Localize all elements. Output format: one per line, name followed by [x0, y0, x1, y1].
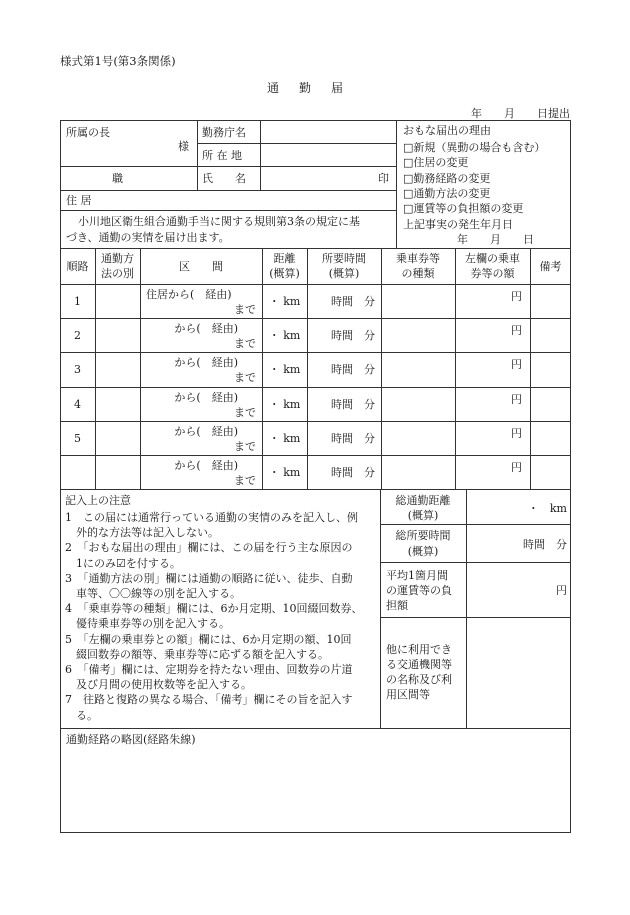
avg-fare-label-1: 平均1箇月間 — [386, 569, 448, 582]
row-section-to: まで — [234, 371, 256, 384]
office-address-label: 所 在 地 — [202, 149, 242, 162]
row-time[interactable]: 時間 分 — [331, 329, 375, 342]
total-time-label-2: (概算) — [407, 545, 439, 558]
office-address-field[interactable] — [261, 144, 395, 165]
note-line: 5 「左欄の乗車券との額」欄には、6か月定期の額、10回 — [65, 632, 352, 646]
other-transport-label-4: 用区間等 — [386, 688, 430, 701]
note-line: 1にのみ☑を付する。 — [65, 556, 181, 570]
col-time-line2: (概算) — [328, 267, 360, 280]
office-name-field[interactable] — [261, 121, 395, 142]
row-distance[interactable]: ・ km — [268, 363, 301, 376]
note-line: 4 「乗車券等の種類」欄には、6か月定期、10回綴回数券、 — [65, 602, 363, 616]
row-section-to: まで — [234, 406, 256, 419]
row-section-from[interactable]: 住居から( 経由) — [146, 288, 232, 301]
note-line: 7 往路と復路の異なる場合、「備考」欄にその旨を記入す — [65, 693, 353, 707]
residence-field[interactable] — [100, 191, 395, 209]
office-name-label: 勤務庁名 — [202, 126, 246, 139]
other-transport-label-2: る交通機関等 — [386, 658, 452, 671]
col-remarks: 備考 — [539, 260, 562, 273]
reason-new-checkbox[interactable]: □新規（異動の場合も含む） — [403, 141, 546, 154]
notes-heading: 記入上の注意 — [65, 494, 131, 507]
col-method-line2: 法の別 — [101, 267, 134, 280]
row-yen[interactable]: 円 — [511, 324, 522, 337]
row-yen[interactable]: 円 — [511, 290, 522, 303]
row-section-to: まで — [234, 440, 256, 453]
total-distance-label-2: (概算) — [407, 509, 439, 522]
row-distance[interactable]: ・ km — [268, 466, 301, 479]
row-number: 2 — [74, 329, 81, 342]
row-section-to: まで — [234, 474, 256, 487]
note-line: 優待乗車券等の別を記入する。 — [65, 617, 230, 631]
col-time-line1: 所要時間 — [322, 252, 366, 265]
row-number: 5 — [74, 432, 81, 445]
row-number: 1 — [74, 295, 81, 308]
other-transport-label-3: の名称及び利 — [386, 673, 452, 686]
sama-label: 様 — [178, 140, 189, 153]
declaration-line-2: づき、通勤の実情を届け出ます。 — [66, 231, 230, 244]
row-distance[interactable]: ・ km — [268, 329, 301, 342]
declaration-line-1: 小川地区衛生組合通勤手当に関する規則第3条の規定に基 — [78, 215, 360, 228]
total-distance-value[interactable]: ・ km — [527, 502, 567, 515]
note-line: 及び月間の使用枚数等を記入する。 — [65, 678, 252, 692]
row-distance[interactable]: ・ km — [268, 295, 301, 308]
note-line: 6 「備考」欄には、定期券を持たない理由、回数券の片道 — [65, 663, 353, 677]
col-method-line1: 通勤方 — [101, 252, 134, 265]
row-distance[interactable]: ・ km — [268, 432, 301, 445]
row-time[interactable]: 時間 分 — [331, 432, 375, 445]
position-label: 職 — [112, 172, 123, 185]
residence-label: 住 居 — [66, 194, 92, 207]
form-number-label: 様式第1号(第3条関係) — [60, 54, 176, 68]
row-yen[interactable]: 円 — [511, 358, 522, 371]
avg-fare-label-2: の運賃等の負 — [386, 584, 452, 597]
row-section-from[interactable]: から( 経由) — [174, 356, 238, 369]
row-section-to: まで — [234, 337, 256, 350]
col-amount-line2: 券等の額 — [470, 267, 515, 280]
affiliation-head-label: 所属の長 — [66, 126, 110, 139]
reason-route-checkbox[interactable]: □勤務経路の変更 — [403, 172, 491, 185]
total-time-label-1: 総所要時間 — [395, 529, 451, 542]
page-title: 通勤届 — [266, 81, 363, 95]
col-ticket-line2: の種類 — [401, 267, 435, 280]
total-time-value[interactable]: 時間 分 — [523, 538, 567, 551]
note-line: 外的な方法等は記入しない。 — [65, 526, 219, 540]
col-distance-line1: 距離 — [273, 252, 296, 265]
col-ticket-line1: 乗車券等 — [396, 252, 440, 265]
row-yen[interactable]: 円 — [511, 427, 522, 440]
row-time[interactable]: 時間 分 — [331, 466, 375, 479]
note-line: 車等、〇〇線等の別を記入する。 — [65, 587, 241, 601]
name-field[interactable] — [261, 167, 373, 189]
row-number: 4 — [74, 398, 81, 411]
row-yen[interactable]: 円 — [511, 461, 522, 474]
note-line: 2 「おもな届出の理由」欄には、この届を行う主な原因の — [65, 541, 353, 555]
row-time[interactable]: 時間 分 — [331, 295, 375, 308]
row-time[interactable]: 時間 分 — [331, 363, 375, 376]
row-section-to: まで — [234, 303, 256, 316]
notes-list — [65, 510, 378, 723]
row-section-from[interactable]: から( 経由) — [174, 322, 238, 335]
total-distance-label-1: 総通勤距離 — [395, 494, 451, 507]
note-line: る。 — [65, 708, 98, 722]
route-map-area[interactable] — [61, 750, 570, 832]
avg-fare-label-3: 担額 — [386, 599, 408, 612]
note-line: 1 この届には通常行っている通勤の実情のみを記入し、例 — [65, 511, 358, 524]
route-map-label: 通勤経路の略図(経路朱線) — [66, 733, 196, 746]
reasons-heading: おもな届出の理由 — [403, 124, 491, 137]
occurrence-date[interactable]: 年 月 日 — [457, 233, 534, 246]
submission-date[interactable]: 年 月 日提出 — [471, 107, 570, 120]
row-section-from[interactable]: から( 経由) — [174, 459, 238, 472]
avg-fare-value[interactable]: 円 — [556, 584, 567, 597]
col-section: 区 間 — [179, 260, 223, 273]
row-distance[interactable]: ・ km — [268, 398, 301, 411]
row-time[interactable]: 時間 分 — [331, 398, 375, 411]
col-distance-line2: (概算) — [269, 267, 300, 280]
row-number: 3 — [74, 363, 81, 376]
col-route-no: 順路 — [66, 260, 89, 273]
other-transport-label-1: 他に利用でき — [386, 643, 452, 656]
reason-fare-checkbox[interactable]: □運賃等の負担額の変更 — [403, 202, 524, 215]
note-line: 綴回数券の額等、乗車券等に応ずる額を記入する。 — [65, 647, 329, 661]
other-transport-field[interactable] — [467, 618, 570, 727]
row-section-from[interactable]: から( 経由) — [174, 391, 238, 404]
row-yen[interactable]: 円 — [511, 393, 522, 406]
col-amount-line1: 左欄の乗車 — [465, 252, 520, 265]
occurrence-label: 上記事実の発生年月日 — [403, 218, 513, 231]
reason-residence-checkbox[interactable]: □住居の変更 — [403, 156, 469, 169]
seal-mark: 印 — [378, 172, 389, 185]
name-label: 氏 名 — [202, 172, 246, 185]
reason-method-checkbox[interactable]: □通勤方法の変更 — [403, 187, 491, 200]
position-field[interactable] — [125, 167, 196, 189]
note-line: 3 「通勤方法の別」欄には通勤の順路に従い、徒歩、自動 — [65, 571, 353, 585]
row-section-from[interactable]: から( 経由) — [174, 425, 238, 438]
